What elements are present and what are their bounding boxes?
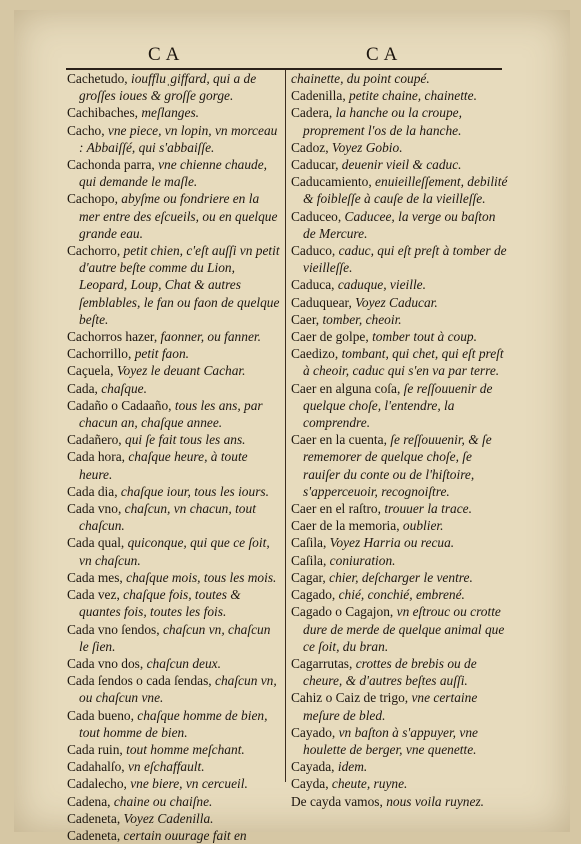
definition: chier, deſcharger le ventre.: [325, 569, 473, 585]
definition: crottes de brebis ou de cheure, & d'autres beſtes auſſi.: [303, 655, 477, 689]
definition: vne chienne chaude, qui demande le maſle.: [79, 157, 268, 190]
dictionary-entry: [291, 380, 511, 432]
definition: deuenir vieil & caduc.: [338, 157, 462, 173]
headword: Cagarrutas,: [291, 655, 353, 671]
definition: nous voila ruynez.: [382, 793, 485, 809]
definition: vn eſchaffault.: [124, 759, 205, 775]
definition: Voyez Harria ou recua.: [326, 535, 455, 551]
definition: meſlanges.: [138, 105, 200, 121]
definition: chaſcun deux.: [143, 655, 221, 671]
headword: Cacho,: [67, 122, 105, 138]
definition: ſe reſſouuenir de quelque choſe, l'entendre, la comprendre.: [303, 380, 493, 431]
dictionary-entry: [291, 758, 511, 775]
dictionary-entry: [67, 431, 281, 448]
headword: Cachopo,: [67, 191, 118, 207]
dictionary-entry: [291, 345, 511, 379]
dictionary-entry: [67, 483, 281, 500]
definition: enuieilleſſement, debilité & foibleſſe à cauſe de la vieilleſſe.: [303, 174, 508, 207]
definition: Voyez Caducar.: [351, 294, 438, 310]
definition: chaſque heure, à toute heure.: [79, 449, 248, 482]
headword: Cachorros hazer,: [67, 329, 158, 345]
definition: qui ſe fait tous les ans.: [121, 432, 246, 448]
definition: chaſcun vn, chaſcun le ſien.: [79, 621, 271, 654]
headword: Cadera,: [291, 105, 333, 121]
dictionary-entry: [291, 534, 511, 551]
headword: Cayada,: [291, 759, 335, 775]
headword: Cachorro,: [67, 243, 121, 259]
dictionary-entry: [67, 569, 281, 586]
definition: Caducee, la verge ou baſton de Mercure.: [303, 208, 496, 241]
definition: petit chien, c'eſt auſſi vn petit d'autre beſte comme du Lion, Leopard, Loup, Chat & autres ſemblables, le fan ou faon de quelque beſte.: [79, 243, 280, 327]
dictionary-entry: [67, 448, 281, 482]
headword: Caſila,: [291, 552, 327, 568]
headword: Caduca,: [291, 277, 335, 293]
headword: Cadeneta,: [67, 810, 121, 826]
dictionary-entry: [67, 672, 281, 706]
dictionary-entry: [291, 689, 511, 723]
dictionary-entry: [67, 655, 281, 672]
dictionary-entry: [67, 122, 281, 156]
definition: vne piece, vn lopin, vn morceau : Abbaiſſé, qui s'abbaiſſe.: [79, 122, 278, 155]
definition: Voyez Gobio.: [328, 139, 403, 155]
definition: chaſque mois, tous les mois.: [122, 569, 277, 585]
definition: chaſque.: [97, 380, 147, 396]
definition: tout homme meſchant.: [122, 741, 245, 757]
dictionary-entry: [291, 655, 511, 689]
dictionary-entry: [67, 741, 281, 758]
headword: Cadenilla,: [291, 88, 346, 104]
definition: la hanche ou la croupe, proprement l'os de la hanche.: [303, 105, 462, 138]
dictionary-entry: [291, 793, 511, 810]
definition: cheute, ruyne.: [328, 776, 408, 792]
definition: chaſque fois, toutes & quantes fois, toutes les fois.: [79, 587, 241, 620]
definition: chaſcun vn, ou chaſcun vne.: [79, 673, 277, 706]
headword: Cadoz,: [291, 139, 329, 155]
headword: Cadena,: [67, 793, 111, 809]
dictionary-entry: [67, 707, 281, 741]
headword: Cada vno dos,: [67, 655, 144, 671]
dictionary-entry: [67, 362, 281, 379]
dictionary-entry: [67, 380, 281, 397]
dictionary-entry: [291, 156, 511, 173]
dictionary-entry: [291, 775, 511, 792]
headword: Cadaño o Cadaaño,: [67, 397, 172, 413]
dictionary-entry: [67, 775, 281, 792]
headword: Cada,: [67, 380, 98, 396]
dictionary-entry: [67, 156, 281, 190]
headword: Caedizo,: [291, 346, 339, 362]
headword: Cachetudo,: [67, 71, 128, 86]
definition: tomber tout à coup.: [368, 329, 477, 345]
definition: quiconque, qui que ce ſoit, vn chaſcun.: [79, 535, 270, 568]
headword: Cada ſendos o cada ſendas,: [67, 673, 212, 689]
headword: Caer en el raſtro,: [291, 501, 381, 517]
headword: Cayda,: [291, 776, 329, 792]
headword: Caçuela,: [67, 363, 114, 379]
definition: Voyez Cadenilla.: [120, 810, 214, 826]
headword: Caer de golpe,: [291, 329, 369, 345]
dictionary-entry: [67, 758, 281, 775]
headword: Caer en la cuenta,: [291, 432, 387, 448]
dictionary-entry: [291, 328, 511, 345]
headword: Caduco,: [291, 243, 336, 259]
dictionary-entry: [67, 586, 281, 620]
definition: abyſme ou fondriere en la mer entre des eſcueils, ou en quelque grande eau.: [79, 191, 278, 241]
definition: petit faon.: [131, 346, 189, 362]
dictionary-entry: [291, 586, 511, 603]
headword: Caer de la memoria,: [291, 518, 400, 534]
dictionary-entry: [291, 173, 511, 207]
left-column: [67, 70, 281, 844]
dictionary-entry: [67, 500, 281, 534]
definition: idem.: [334, 759, 368, 775]
definition: chaine ou chaiſne.: [110, 793, 213, 809]
dictionary-entry: [291, 276, 511, 293]
dictionary-entry: [291, 208, 511, 242]
headword: Cada qual,: [67, 535, 125, 551]
dictionary-entry: [291, 104, 511, 138]
headword: Caer,: [291, 311, 320, 327]
definition: vn eſtrouc ou crotte dure de merde de quelque animal que ce ſoit, du bran.: [303, 604, 505, 654]
dictionary-entry: [67, 104, 281, 121]
running-head-left: CA: [148, 44, 185, 65]
headword: Cada vez,: [67, 587, 120, 603]
dictionary-entry: [291, 500, 511, 517]
headword: Cagado o Cagajon,: [291, 604, 394, 620]
dictionary-entry: [291, 724, 511, 758]
definition: Voyez le deuant Cachar.: [113, 363, 246, 379]
definition: vn baſton à s'appuyer, vne houlette de berger, vne quenette.: [303, 724, 478, 757]
dictionary-entry: [67, 810, 281, 827]
headword: Caducar,: [291, 157, 339, 173]
definition: caduque, vieille.: [334, 277, 426, 293]
definition: chaſque iour, tous les iours.: [117, 483, 269, 499]
dictionary-entry: [291, 139, 511, 156]
definition: vne biere, vn cercueil.: [126, 776, 248, 792]
definition: certain ouurage fait en: [120, 827, 247, 843]
headword: Cada vno,: [67, 501, 122, 517]
dictionary-entry: [67, 534, 281, 568]
dictionary-entry: [291, 431, 511, 500]
dictionary-entry: [67, 345, 281, 362]
dictionary-entry: [291, 87, 511, 104]
dictionary-entry: [67, 242, 281, 328]
definition: trouuer la trace.: [380, 501, 472, 517]
definition: petite chaine, chainette.: [345, 88, 477, 104]
headword: De cayda vamos,: [291, 793, 383, 809]
dictionary-entry: [291, 569, 511, 586]
headword: Cada hora,: [67, 449, 126, 465]
dictionary-entry: [291, 311, 511, 328]
definition: iouffluˌgiffard, qui a de groſſes ioues & groſſe gorge.: [79, 71, 257, 104]
definition: faonner, ou fanner.: [157, 329, 261, 345]
running-head-right: CA: [366, 44, 403, 65]
headword: Cachibaches,: [67, 105, 139, 121]
definition: ſe reſſouuenir, & ſe rememorer de quelque choſe, ſe rauiſer du conte ou de l'hiſtoire, s'apperceuoir, recognoiſtre.: [303, 432, 492, 499]
headword: Cada bueno,: [67, 707, 134, 723]
definition: tombant, qui chet, qui eſt preſt à cheoir, caduc qui s'en va par terre.: [303, 346, 504, 379]
dictionary-entry-continuation: [291, 70, 511, 87]
dictionary-entry: [67, 70, 281, 104]
headword: Cagar,: [291, 569, 326, 585]
dictionary-entry: [67, 328, 281, 345]
headword: Caducamiento,: [291, 174, 372, 190]
dictionary-entry: [67, 621, 281, 655]
headword: Cada dia,: [67, 483, 118, 499]
headword: Cada ruin,: [67, 741, 123, 757]
definition: caduc, qui eſt preſt à tomber de vieilleſſe.: [303, 243, 507, 276]
dictionary-entry: [67, 397, 281, 431]
headword: Cadañero,: [67, 432, 122, 448]
column-divider: [285, 70, 286, 782]
headword: Cachonda parra,: [67, 157, 155, 173]
definition: chaſcun, vn chacun, tout chaſcun.: [79, 501, 256, 534]
headword: Caer en alguna coſa,: [291, 380, 401, 396]
headword: Cahiz o Caiz de trigo,: [291, 690, 409, 706]
definition: chaſque homme de bien, tout homme de bien.: [79, 707, 268, 740]
dictionary-entry: [291, 242, 511, 276]
headword: Caduquear,: [291, 294, 352, 310]
headword: Cadalecho,: [67, 776, 127, 792]
definition: oublier.: [399, 518, 444, 534]
dictionary-entry: [291, 552, 511, 569]
headword: Cadahalſo,: [67, 759, 125, 775]
dictionary-entry: [67, 793, 281, 810]
headword: Cadeneta,: [67, 827, 121, 843]
headword: Cada vno ſendos,: [67, 621, 160, 637]
dictionary-entry: [67, 190, 281, 242]
book-page: [14, 10, 570, 843]
definition: chainette, du point coupé.: [291, 71, 430, 86]
headword: Caduceo,: [291, 208, 342, 224]
definition: tous les ans, par chacun an, chaſque annee.: [79, 397, 263, 431]
definition: chié, conchié, embrené.: [335, 587, 465, 603]
dictionary-entry: [67, 827, 281, 844]
headword: Cachorrillo,: [67, 346, 132, 362]
running-head: [66, 42, 502, 68]
definition: tomber, cheoir.: [319, 311, 402, 327]
headword: Cada mes,: [67, 569, 123, 585]
headword: Caſila,: [291, 535, 327, 551]
dictionary-entry: [291, 517, 511, 534]
definition: coniuration.: [326, 552, 396, 568]
right-column: [291, 70, 511, 810]
headword: Cagado,: [291, 587, 336, 603]
definition: vne certaine meſure de bled.: [303, 690, 478, 723]
dictionary-entry: [291, 603, 511, 655]
dictionary-entry: [291, 294, 511, 311]
headword: Cayado,: [291, 724, 336, 740]
